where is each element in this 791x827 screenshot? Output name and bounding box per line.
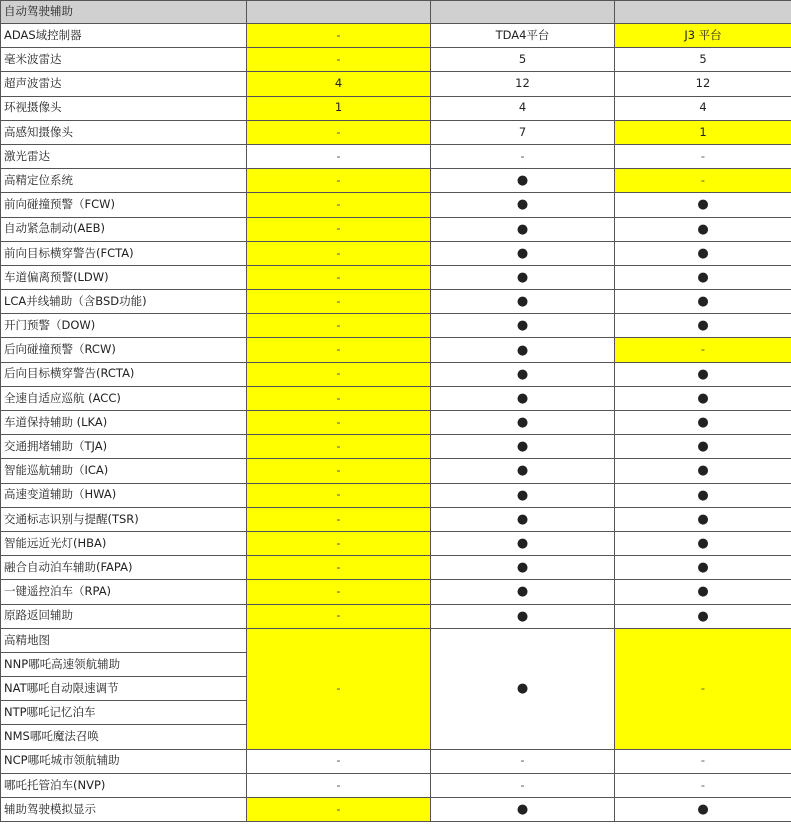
table-row xyxy=(1,435,791,459)
value-cell-c: - xyxy=(615,338,791,362)
table-row xyxy=(1,386,791,410)
value-cell-b: 5 xyxy=(431,48,615,72)
value-cell-c: - xyxy=(615,144,791,168)
table-row xyxy=(1,749,791,773)
value-cell-a: 4 xyxy=(247,72,431,96)
row-label: 环视摄像头 xyxy=(1,96,247,120)
value-cell-a: 1 xyxy=(247,96,431,120)
value-cell-b: ● xyxy=(431,798,615,822)
value-cell-a: - xyxy=(247,241,431,265)
row-label: 毫米波雷达 xyxy=(1,48,247,72)
row-label: LCA并线辅助（含BSD功能) xyxy=(1,290,247,314)
header-col-c xyxy=(615,1,791,24)
value-cell-c: - xyxy=(615,169,791,193)
row-label: 高精地图 xyxy=(1,628,247,652)
value-cell-c: ● xyxy=(615,314,791,338)
value-cell-a: - xyxy=(247,435,431,459)
table-row xyxy=(1,314,791,338)
value-cell-a: - xyxy=(247,362,431,386)
value-cell-a: - xyxy=(247,556,431,580)
value-cell-a: - xyxy=(247,169,431,193)
table-row xyxy=(1,483,791,507)
table-row xyxy=(1,72,791,96)
value-cell-c: ● xyxy=(615,531,791,555)
table-row xyxy=(1,217,791,241)
merged-value-a: - xyxy=(247,628,431,749)
value-cell-b: ● xyxy=(431,338,615,362)
value-cell-c: ● xyxy=(615,798,791,822)
table-row xyxy=(1,120,791,144)
value-cell-b: ● xyxy=(431,411,615,435)
value-cell-c: - xyxy=(615,773,791,797)
value-cell-b: - xyxy=(431,773,615,797)
value-cell-b: ● xyxy=(431,314,615,338)
row-label: NTP哪吒记忆泊车 xyxy=(1,701,247,725)
value-cell-c: 4 xyxy=(615,96,791,120)
value-cell-b: ● xyxy=(431,290,615,314)
row-label: 车道偏离预警(LDW) xyxy=(1,265,247,289)
value-cell-b: ● xyxy=(431,459,615,483)
row-label: 后向碰撞预警（RCW) xyxy=(1,338,247,362)
value-cell-b: ● xyxy=(431,507,615,531)
value-cell-a: - xyxy=(247,314,431,338)
value-cell-a: - xyxy=(247,120,431,144)
table-row xyxy=(1,338,791,362)
row-label: 辅助驾驶模拟显示 xyxy=(1,798,247,822)
table-row xyxy=(1,241,791,265)
value-cell-b: ● xyxy=(431,531,615,555)
table-row xyxy=(1,580,791,604)
row-label: NCP哪吒城市领航辅助 xyxy=(1,749,247,773)
header-col-b xyxy=(431,1,615,24)
table-header-row xyxy=(1,1,791,24)
value-cell-c: ● xyxy=(615,459,791,483)
value-cell-b: ● xyxy=(431,217,615,241)
row-label: 超声波雷达 xyxy=(1,72,247,96)
row-label: 激光雷达 xyxy=(1,144,247,168)
value-cell-b: TDA4平台 xyxy=(431,24,615,48)
value-cell-b: ● xyxy=(431,193,615,217)
value-cell-b: ● xyxy=(431,604,615,628)
value-cell-a: - xyxy=(247,798,431,822)
merged-value-b: ● xyxy=(431,628,615,749)
row-label: 开门预警（DOW) xyxy=(1,314,247,338)
value-cell-c: ● xyxy=(615,193,791,217)
table-row xyxy=(1,169,791,193)
row-label: 交通标志识别与提醒(TSR) xyxy=(1,507,247,531)
value-cell-c: ● xyxy=(615,241,791,265)
table-row xyxy=(1,531,791,555)
value-cell-c: ● xyxy=(615,411,791,435)
value-cell-a: - xyxy=(247,507,431,531)
row-label: 高精定位系统 xyxy=(1,169,247,193)
row-label: 高速变道辅助（HWA) xyxy=(1,483,247,507)
value-cell-c: ● xyxy=(615,556,791,580)
table-row xyxy=(1,556,791,580)
value-cell-a: - xyxy=(247,604,431,628)
row-label: 自动紧急制动(AEB) xyxy=(1,217,247,241)
value-cell-c: ● xyxy=(615,217,791,241)
row-label: 融合自动泊车辅助(FAPA) xyxy=(1,556,247,580)
section-title: 自动驾驶辅助 xyxy=(1,1,247,24)
table-row xyxy=(1,507,791,531)
row-label: 智能巡航辅助（ICA) xyxy=(1,459,247,483)
value-cell-b: ● xyxy=(431,241,615,265)
row-label: NAT哪吒自动限速调节 xyxy=(1,677,247,701)
table-row xyxy=(1,290,791,314)
value-cell-a: - xyxy=(247,144,431,168)
row-label: 哪吒托管泊车(NVP) xyxy=(1,773,247,797)
value-cell-c: 1 xyxy=(615,120,791,144)
header-col-a xyxy=(247,1,431,24)
value-cell-a: - xyxy=(247,483,431,507)
row-label: 全速自适应巡航 (ACC) xyxy=(1,386,247,410)
value-cell-a: - xyxy=(247,193,431,217)
value-cell-a: - xyxy=(247,290,431,314)
table-row xyxy=(1,604,791,628)
value-cell-b: - xyxy=(431,749,615,773)
table-row xyxy=(1,459,791,483)
value-cell-a: - xyxy=(247,773,431,797)
table-row xyxy=(1,144,791,168)
row-label: 交通拥堵辅助（TJA) xyxy=(1,435,247,459)
value-cell-a: - xyxy=(247,217,431,241)
value-cell-a: - xyxy=(247,338,431,362)
row-label: 一键遥控泊车（RPA) xyxy=(1,580,247,604)
value-cell-b: ● xyxy=(431,362,615,386)
row-label: 车道保持辅助 (LKA) xyxy=(1,411,247,435)
table-row xyxy=(1,798,791,822)
value-cell-a: - xyxy=(247,48,431,72)
value-cell-c: ● xyxy=(615,362,791,386)
table-row xyxy=(1,362,791,386)
value-cell-a: - xyxy=(247,580,431,604)
value-cell-b: ● xyxy=(431,483,615,507)
value-cell-c: J3 平台 xyxy=(615,24,791,48)
row-label: 前向目标横穿警告(FCTA) xyxy=(1,241,247,265)
row-label: 智能远近光灯(HBA) xyxy=(1,531,247,555)
value-cell-b: ● xyxy=(431,386,615,410)
table-row xyxy=(1,24,791,48)
value-cell-a: - xyxy=(247,386,431,410)
value-cell-c: 5 xyxy=(615,48,791,72)
value-cell-b: ● xyxy=(431,169,615,193)
value-cell-c: ● xyxy=(615,580,791,604)
value-cell-c: ● xyxy=(615,386,791,410)
value-cell-b: ● xyxy=(431,580,615,604)
merged-value-c: - xyxy=(615,628,791,749)
value-cell-c: ● xyxy=(615,290,791,314)
value-cell-c: ● xyxy=(615,604,791,628)
value-cell-c: ● xyxy=(615,265,791,289)
row-label: NNP哪吒高速领航辅助 xyxy=(1,652,247,676)
value-cell-a: - xyxy=(247,265,431,289)
table-row xyxy=(1,96,791,120)
value-cell-b: ● xyxy=(431,556,615,580)
row-label: ADAS域控制器 xyxy=(1,24,247,48)
table-row xyxy=(1,773,791,797)
value-cell-b: 7 xyxy=(431,120,615,144)
value-cell-a: - xyxy=(247,459,431,483)
value-cell-a: - xyxy=(247,24,431,48)
value-cell-c: ● xyxy=(615,435,791,459)
value-cell-c: - xyxy=(615,749,791,773)
row-label: 原路返回辅助 xyxy=(1,604,247,628)
value-cell-b: - xyxy=(431,144,615,168)
row-label: NMS哪吒魔法召唤 xyxy=(1,725,247,749)
table-row xyxy=(1,265,791,289)
row-label: 后向目标横穿警告(RCTA) xyxy=(1,362,247,386)
value-cell-b: 12 xyxy=(431,72,615,96)
value-cell-a: - xyxy=(247,531,431,555)
table-row xyxy=(1,48,791,72)
value-cell-c: 12 xyxy=(615,72,791,96)
value-cell-b: ● xyxy=(431,265,615,289)
table-row xyxy=(1,628,791,652)
value-cell-b: 4 xyxy=(431,96,615,120)
value-cell-c: ● xyxy=(615,507,791,531)
value-cell-c: ● xyxy=(615,483,791,507)
table-row xyxy=(1,193,791,217)
table-row xyxy=(1,411,791,435)
value-cell-a: - xyxy=(247,749,431,773)
value-cell-a: - xyxy=(247,411,431,435)
value-cell-b: ● xyxy=(431,435,615,459)
row-label: 高感知摄像头 xyxy=(1,120,247,144)
row-label: 前向碰撞预警（FCW) xyxy=(1,193,247,217)
